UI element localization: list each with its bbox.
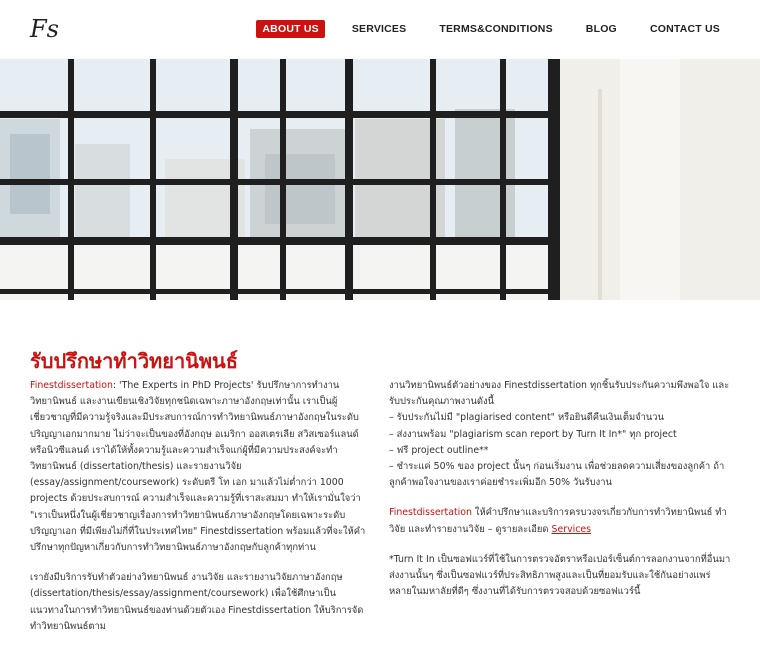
right-column [389,378,731,614]
hero-image [0,59,760,300]
guarantee-item: – ฟรี project outline** [389,444,489,456]
nav-about-us[interactable]: ABOUT US [256,20,324,38]
guarantee-intro: งานวิทยานิพนธ์ตัวอย่างของ Finestdissertation ทุกชิ้นรับประกันความพึงพอใจ และรับประกันคุณภาพงานดังนี้ [389,380,730,408]
intro-text: : 'The Experts in PhD Projects' รับปรึกษาการทำงานวิทยานิพนธ์ และงานเขียนเชิงวิจัยทุกชนิดเฉพาะภาษาอังกฤษเท่านั้น เราเป็นผู้เชี่ยวชาญที่มีความรู้จริงและมีประสบการณ์การทำวิทยานิพนธ์ภาษาอังกฤษในระดับปริญญาเอกมากมาย ไม่ว่าจะเป็นของที่อังกฤษ อเมริกา ออสเตรเลีย สวิสเซอร์แลนด์ หรือนิวซีแลนด์ เราได้ให้ทั้งความรู้และความสำเร็จแก่ผู้ที่มีความประสงค์จะทำวิทยานิพนธ์ (dissertation/thesis) และรายงานวิจัย (essay/assignment/coursework) ระดับตรี โท เอก มาแล้วไม่ต่ำกว่า 1000 projects ด้วยประสบการณ์ ความสำเร็จและความรู้ที่เราสะสมมา ทำให้เรามั่นใจว่า "เราเป็นหนึ่งในผู้เชี่ยวชาญเรื่องการทำวิทยานิพนธ์ภาษาอังกฤษโดยเฉพาะระดับปริญญาเอก ที่มีเพียงไม่กี่ที่ในประเทศไทย" Finestdissertation พร้อมแล้วที่จะให้คำปรึกษาทุกปัญหาเกี่ยวกับการทำวิทยานิพนธ์ภาษาอังกฤษกับลูกค้าทุกท่าน [30,380,366,554]
main-nav [235,20,726,38]
sample-service-paragraph: เรายังมีบริการรับทำตัวอย่างวิทยานิพนธ์ งานวิจัย และรายงานวิจัยภาษาอังกฤษ (dissertation/thesis/essay/assignment/coursework) เพื่อใช้ศึกษาเป็นแนวทางในการทำวิทยานิพนธ์ของท่านด้วยตัวเอง Finestdissertation ให้บริการจัดทำวิทยานิพนธ์ตาม [30,572,364,632]
nav-contact-us[interactable]: CONTACT US [649,23,720,35]
services-paragraph [389,505,731,537]
nav-services[interactable]: SERVICES [351,23,407,35]
services-text: ให้คำปรึกษาและบริการครบวงจรเกี่ยวกับการทำวิทยานิพนธ์ ทำวิจัย และทำรายงานวิจัย – ดูรายละเอียด [389,507,727,535]
window-illustration [0,59,760,300]
nav-terms-conditions[interactable]: TERMS&CONDITIONS [439,23,553,35]
nav-blog[interactable]: BLOG [585,23,617,35]
left-column [30,378,366,649]
guarantee-item: – ชำระแค่ 50% ของ project นั้นๆ ก่อนเริ่มงาน เพื่อช่วยลดความเสี่ยงของลูกค้า ถ้าลูกค้าพอใจงานของเราค่อยชำระเพิ่มอีก 50% วันรับงาน [389,461,725,489]
site-logo[interactable]: Fs [30,15,59,43]
brand-name: Finestdissertation [30,380,113,391]
brand-name: Finestdissertation [389,507,472,519]
site-header [0,0,760,59]
services-link[interactable]: Services [551,523,592,535]
intro-paragraph [30,378,366,556]
guarantee-item: – ส่งงานพร้อม "plagiarism scan report by Turn It In*" ทุก project [389,428,677,440]
guarantee-item: – รับประกันไม่มี "plagiarised content" หรือยินดีคืนเงินเต็มจำนวน [389,412,664,424]
turnitin-footnote: *Turn It In เป็นซอฟแวร์ที่ใช้ในการตรวจอัตราหรือเปอร์เซ็นต์การลอกงานจากที่อื่นมาส่งงานนั้นๆ ซึ่งเป็นซอฟแวร์ที่ประสิทธิภาพสูงและเป็นที่ยอมรับและใช้กันอย่างแพร่หลายในมหาลัยที่ดีๆ ซึ่งงานที่ได้รับการตรวจสอบด้วยซอฟแวร์นี้ [389,553,731,598]
page-title: รับปรึกษาทำวิทยานิพนธ์ [30,349,238,374]
